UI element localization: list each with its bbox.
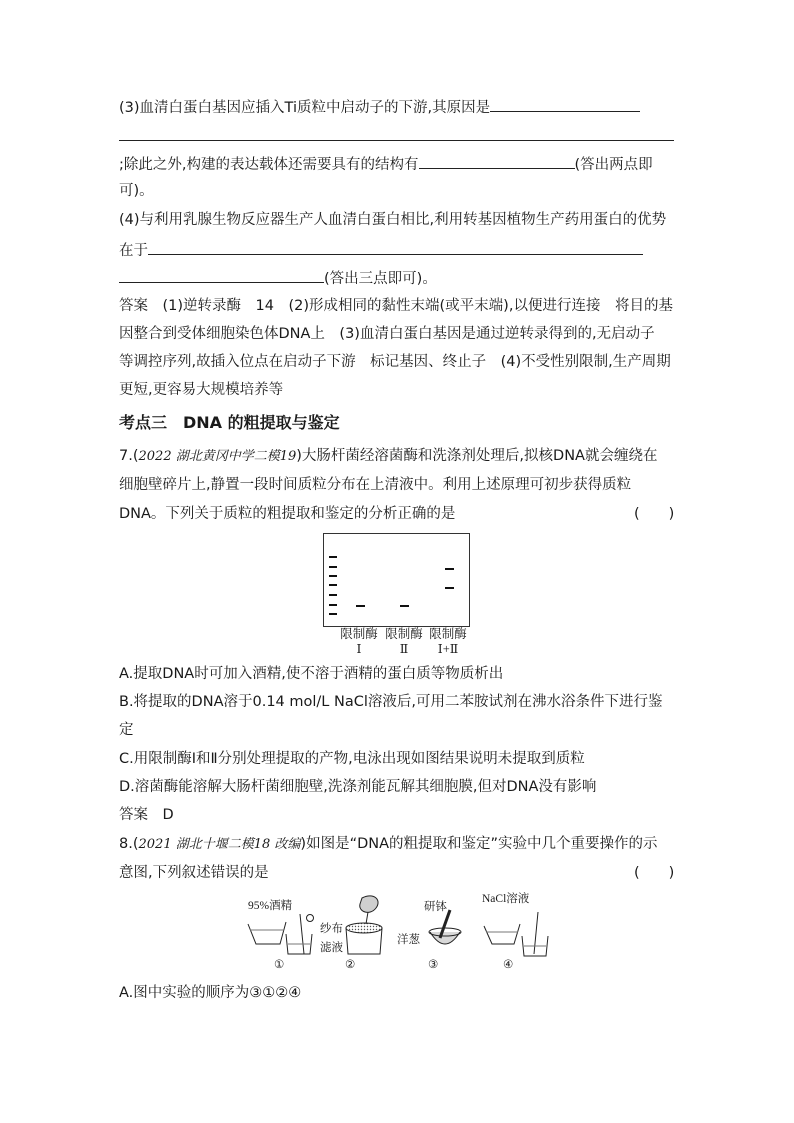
- q7-option-b[interactable]: B.将提取的DNA溶于0.14 mol/L NaCl溶液后,可用二苯胺试剂在沸水浴条件下进行鉴: [119, 694, 663, 710]
- q6-part4-line3: [119, 267, 437, 289]
- q7-option-c[interactable]: C.用限制酶Ⅰ和Ⅱ分别处理提取的产物,电泳出现如图结果说明未提取到质粒: [119, 751, 585, 767]
- q7-stem-line3: DNA。下列关于质粒的粗提取和鉴定的分析正确的是: [119, 506, 456, 522]
- q7-stem-a: )大肠杆菌经溶菌酶和洗涤剂处理后,拟核DNA就会缠绕在: [296, 448, 658, 464]
- section-title: 考点三 DNA 的粗提取与鉴定: [119, 413, 340, 432]
- gauze-icon: [360, 896, 378, 912]
- q8-option-a[interactable]: A.图中实验的顺序为③①②④: [119, 985, 302, 1001]
- lane-label-2-numeral: Ⅱ: [399, 642, 409, 656]
- q8-answer-paren[interactable]: ( ): [634, 865, 675, 881]
- q8-stem-line2: 意图,下列叙述错误的是: [119, 865, 269, 881]
- label-num-1: ①: [274, 959, 285, 971]
- q7-option-a[interactable]: A.提取DNA时可加入酒精,使不溶于酒精的蛋白质等物质析出: [119, 666, 504, 682]
- answer-blank-3a[interactable]: [490, 96, 640, 112]
- lane2-band: [400, 605, 409, 607]
- lane-label-3: [425, 627, 471, 657]
- q6-part4-text-b: 在于: [119, 243, 148, 259]
- q7-number: 7.(: [119, 448, 139, 464]
- marker-band: [329, 575, 337, 577]
- lane1-band: [356, 605, 365, 607]
- q8-stem-a: )如图是“DNA的粗提取和鉴定”实验中几个重要操作的示: [300, 836, 658, 852]
- q7-stem-line1: [119, 446, 657, 467]
- q6-part3-line1: [119, 96, 640, 118]
- label-nacl: NaCl溶液: [482, 893, 530, 905]
- q6-part3-line2: [119, 153, 653, 175]
- lane-label-3-numeral: Ⅰ+Ⅱ: [437, 642, 459, 656]
- answer-blank-4a[interactable]: [148, 239, 643, 255]
- marker-band: [329, 556, 337, 558]
- q7-stem-line2: 细胞壁碎片上,静置一段时间质粒分布在上清液中。利用上述原理可初步获得质粒: [119, 477, 632, 493]
- lane-label-3-text: 限制酶: [429, 627, 467, 641]
- answer-blank-3a-continued[interactable]: [119, 140, 674, 141]
- label-gauze: 纱布: [320, 923, 343, 935]
- pouring-beaker-icon: [248, 922, 286, 944]
- panel-3-mortar: [429, 910, 461, 944]
- q6-part4-line2: [119, 239, 643, 261]
- q6-answer-line-3: 等调控序列,故插入位点在启动子下游 标记基因、终止子 (4)不受性别限制,生产周期: [119, 354, 671, 370]
- label-alcohol: 95%酒精: [248, 900, 293, 912]
- glass-rod-icon: [300, 914, 304, 954]
- label-num-3: ③: [428, 959, 439, 971]
- q7-answer-paren[interactable]: ( ): [634, 506, 675, 522]
- q7-source: 2022 湖北黄冈中学二模19: [138, 449, 297, 464]
- q7-option-b-cont[interactable]: 定: [119, 722, 134, 738]
- label-num-4: ④: [503, 959, 514, 971]
- electrophoresis-gel: [323, 533, 470, 627]
- answer-blank-3b[interactable]: [419, 153, 575, 169]
- q6-answer-line-2: 因整合到受体细胞染色体DNA上 (3)血清白蛋白基因是通过逆转录得到的,无启动子: [119, 326, 655, 342]
- q6-answer-line-4: 更短,更容易大规模培养等: [119, 382, 284, 398]
- q8-number: 8.(: [119, 836, 139, 852]
- lane3-band: [445, 568, 454, 570]
- marker-band: [329, 594, 337, 596]
- label-filtrate: 滤液: [320, 942, 343, 954]
- lane-label-1-numeral: Ⅰ: [356, 642, 362, 656]
- panel-2-filtering: [346, 896, 382, 954]
- q7-answer: 答案 D: [119, 807, 174, 823]
- q6-part3-text-b: ;除此之外,构建的表达载体还需要具有的结构有: [119, 157, 419, 173]
- q6-part4-line1: (4)与利用乳腺生物反应器生产人血清白蛋白相比,利用转基因植物生产药用蛋白的优势: [119, 212, 667, 228]
- marker-band: [329, 566, 337, 568]
- lane-label-2-text: 限制酶: [385, 627, 423, 641]
- label-onion: 洋葱: [397, 934, 420, 946]
- filtrate-surface-icon: [346, 923, 382, 933]
- q8-source: 2021 湖北十堰二模18 改编: [138, 837, 301, 852]
- lane-label-1: [336, 627, 382, 657]
- q8-stem-line1: [119, 834, 658, 855]
- q7-option-d[interactable]: D.溶菌酶能溶解大肠杆菌细胞壁,洗涤剂能瓦解其细胞膜,但对DNA没有影响: [119, 779, 597, 795]
- marker-band: [329, 613, 337, 615]
- q6-part3-text-a: (3)血清白蛋白基因应插入Ti质粒中启动子的下游,其原因是: [119, 100, 491, 116]
- q6-part4-text-c: (答出三点即可)。: [324, 271, 437, 287]
- panel-1-alcohol-pouring: [248, 914, 314, 954]
- lane-label-1-text: 限制酶: [340, 627, 378, 641]
- marker-band: [329, 604, 337, 606]
- lane-label-2: [381, 627, 427, 657]
- answer-blank-4b[interactable]: [119, 267, 324, 283]
- label-num-2: ②: [345, 959, 356, 971]
- q6-part3-text-b-tail: (答出两点即: [574, 157, 653, 173]
- mortar-icon: [430, 932, 460, 944]
- q6-part3-line3: 可)。: [119, 183, 154, 199]
- panel-4-nacl: [484, 912, 548, 956]
- nacl-pouring-beaker-icon: [484, 924, 520, 944]
- marker-band: [329, 584, 337, 586]
- lane3-band: [445, 587, 454, 589]
- label-mortar: 研钵: [424, 901, 447, 913]
- q6-answer-line-1: 答案 (1)逆转录酶 14 (2)形成相同的黏性末端(或平末端),以便进行连接 将目的基: [119, 298, 673, 314]
- nacl-glass-rod-icon: [534, 912, 538, 954]
